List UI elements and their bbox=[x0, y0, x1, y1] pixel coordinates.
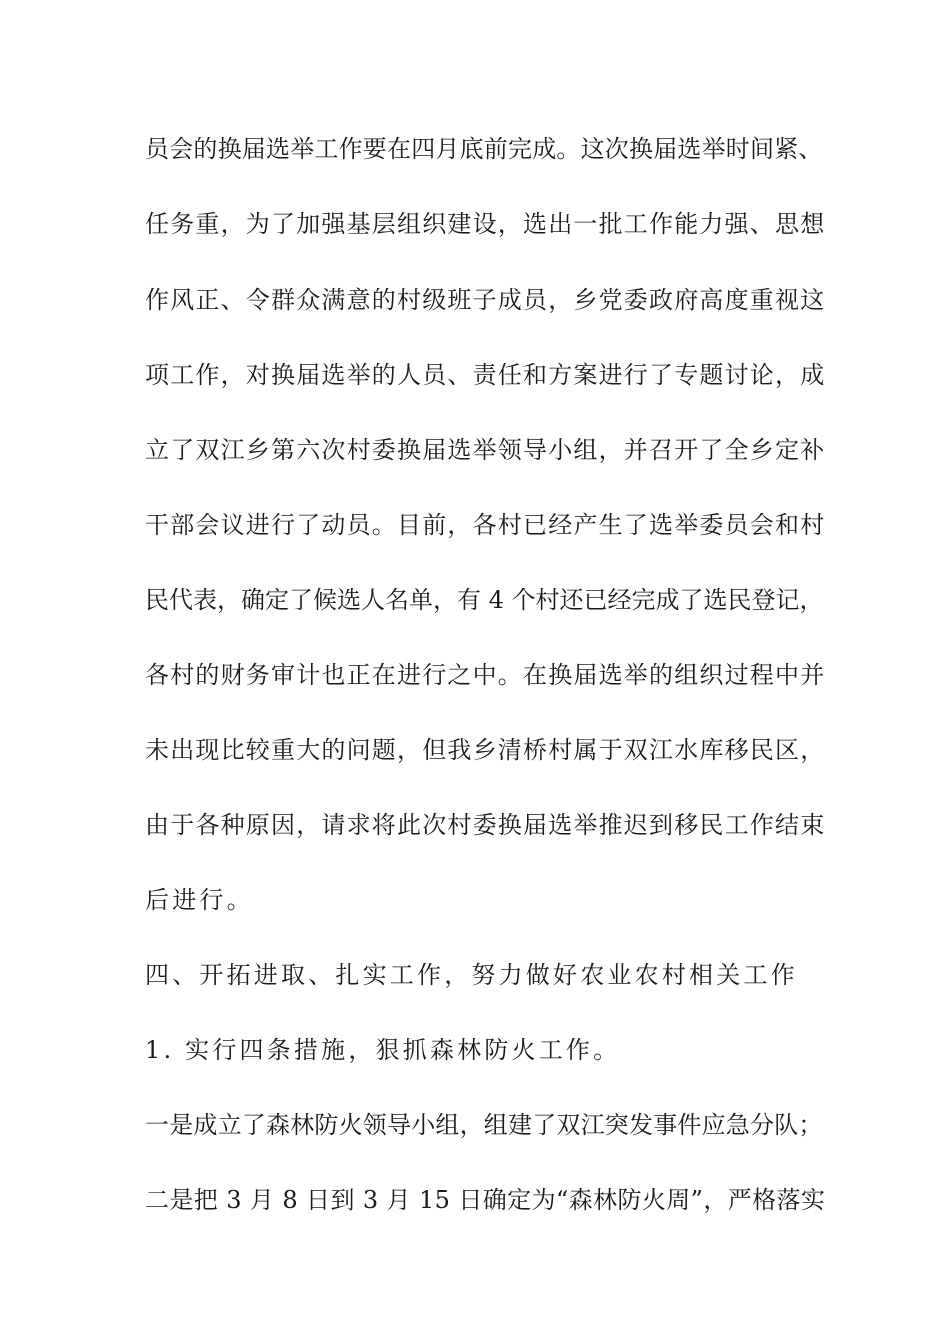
paragraph-line: 员会的换届选举工作要在四月底前完成。这次换届选举时间紧、 bbox=[145, 135, 823, 163]
paragraph-line: 干部会议进行了动员。目前，各村已经产生了选举委员会和村 bbox=[145, 511, 826, 539]
subsection-heading: 1. 实行四条措施，狠抓森林防火工作。 bbox=[145, 1036, 621, 1064]
paragraph-line: 项工作，对换届选举的人员、责任和方案进行了专题讨论，成 bbox=[145, 361, 826, 389]
paragraph-line: 作风正、令群众满意的村级班子成员，乡党委政府高度重视这 bbox=[145, 286, 826, 314]
paragraph-line: 任务重，为了加强基层组织建设，选出一批工作能力强、思想 bbox=[145, 210, 826, 238]
paragraph-line: 各村的财务审计也正在进行之中。在换届选举的组织过程中并 bbox=[145, 661, 826, 689]
paragraph-line: 一是成立了森林防火领导小组，组建了双江突发事件应急分队； bbox=[145, 1111, 823, 1139]
paragraph-line: 后进行。 bbox=[145, 886, 254, 914]
paragraph-line: 民代表，确定了候选人名单，有 4 个村还已经完成了选民登记， bbox=[145, 586, 824, 614]
paragraph-line: 由于各种原因，请求将此次村委换届选举推迟到移民工作结束 bbox=[145, 811, 826, 839]
paragraph-line: 未出现比较重大的问题，但我乡清桥村属于双江水库移民区， bbox=[145, 736, 826, 764]
section-heading: 四、开拓进取、扎实工作，努力做好农业农村相关工作 bbox=[145, 961, 798, 989]
paragraph-line: 立了双江乡第六次村委换届选举领导小组，并召开了全乡定补 bbox=[145, 436, 826, 464]
paragraph-line: 二是把 3 月 8 日到 3 月 15 日确定为“森林防火周”，严格落实 bbox=[145, 1186, 826, 1214]
